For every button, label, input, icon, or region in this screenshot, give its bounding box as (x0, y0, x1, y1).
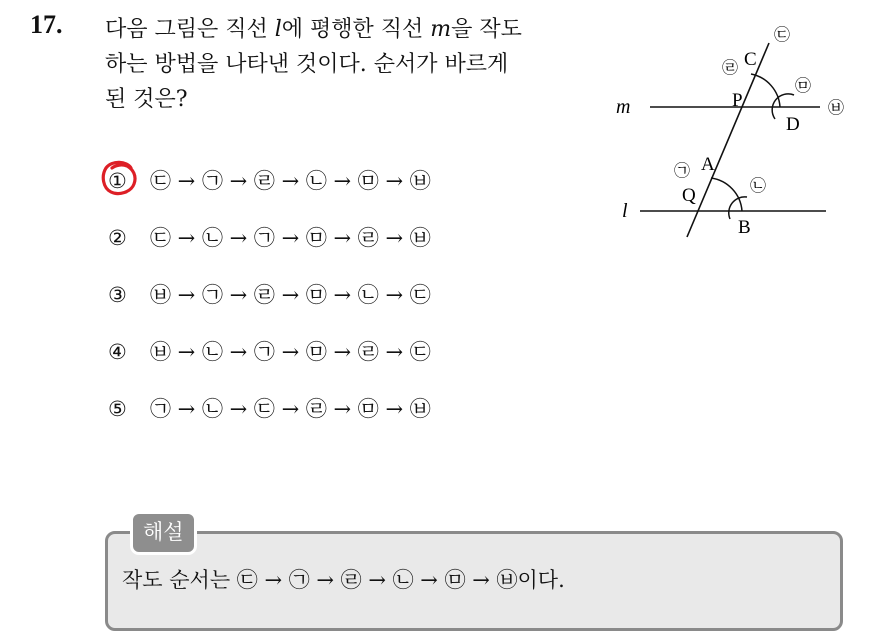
label-m: m (616, 96, 631, 118)
step-label-mieum: ㉤ (795, 78, 812, 95)
step-label-giyeok: ㉠ (674, 163, 691, 180)
option-sequence: ㉢ → ㉡ → ㉠ → ㉤ → ㉣ → ㉥ (150, 226, 431, 250)
step-label-digeut: ㉢ (774, 27, 791, 44)
label-point-b: B (738, 217, 751, 238)
label-l: l (622, 200, 628, 222)
option-sequence: ㉥ → ㉡ → ㉠ → ㉤ → ㉣ → ㉢ (150, 340, 431, 364)
label-point-p: P (732, 90, 743, 111)
question-text-part: 다음 그림은 직선 (105, 17, 275, 42)
line-m-symbol: m (430, 17, 452, 42)
question-text-part: 에 평행한 직선 (281, 17, 431, 42)
arc-at-b (729, 197, 747, 219)
step-label-nieun: ㉡ (750, 178, 767, 195)
answer-circle-mark (100, 159, 140, 197)
option-sequence: ㉠ → ㉡ → ㉢ → ㉣ → ㉤ → ㉥ (150, 397, 431, 421)
solution-tag: 해설 (130, 511, 197, 555)
option-number: ① (108, 169, 127, 193)
question-line-1 (105, 12, 595, 47)
line-l-symbol: l (274, 17, 282, 42)
option-5[interactable] (108, 393, 431, 450)
option-2[interactable] (108, 222, 431, 279)
option-1[interactable] (108, 165, 431, 222)
option-number: ⑤ (108, 397, 127, 421)
question-text (105, 12, 595, 117)
option-4[interactable] (108, 336, 431, 393)
label-point-d: D (786, 114, 800, 135)
label-point-q: Q (682, 185, 696, 206)
option-sequence: ㉥ → ㉠ → ㉣ → ㉤ → ㉡ → ㉢ (150, 283, 431, 307)
question-line-2: 하는 방법을 나타낸 것이다. 순서가 바르게 (105, 52, 509, 77)
step-label-bieup: ㉥ (828, 100, 845, 117)
solution-text: 작도 순서는 ㉢ → ㉠ → ㉣ → ㉡ → ㉤ → ㉥이다. (122, 568, 565, 592)
option-3[interactable] (108, 279, 431, 336)
option-number: ③ (108, 283, 127, 307)
step-label-rieul: ㉣ (722, 60, 739, 77)
question-line-3: 된 것은? (105, 87, 188, 112)
question-number: 17. (30, 10, 63, 39)
arc-at-p (751, 74, 780, 107)
label-point-a: A (701, 154, 715, 175)
answer-options (108, 165, 431, 450)
label-point-c: C (744, 49, 757, 70)
option-number: ④ (108, 340, 127, 364)
construction-figure (612, 15, 862, 245)
arc-at-q (711, 178, 742, 211)
option-number: ② (108, 226, 127, 250)
question-text-part: 을 작도 (451, 17, 522, 42)
option-sequence: ㉢ → ㉠ → ㉣ → ㉡ → ㉤ → ㉥ (150, 169, 431, 193)
